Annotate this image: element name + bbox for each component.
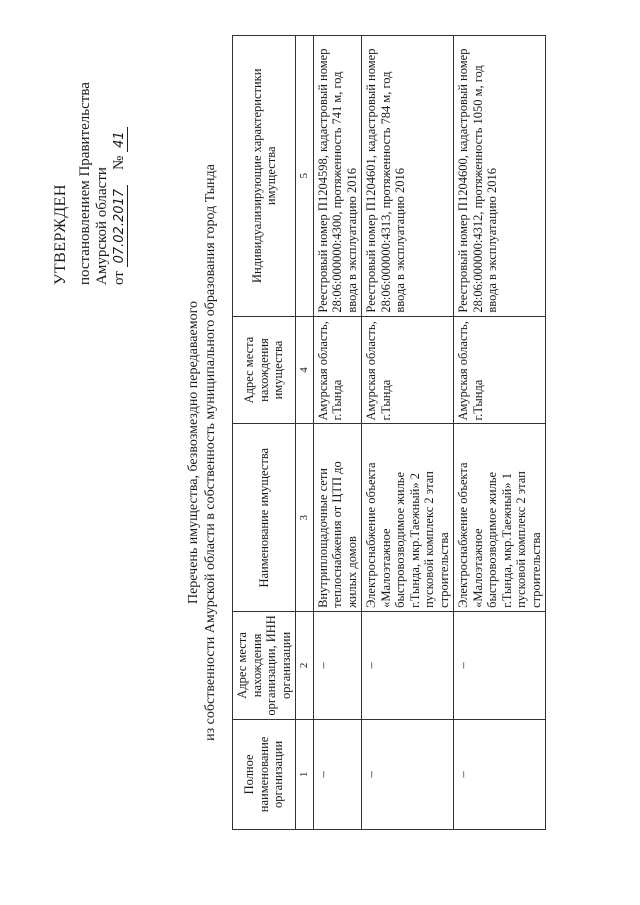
cell-name: Электроснабжение объекта «Малоэтажное быстровозводимое жилье г.Тында, мкр.Таежный» 1 пусковой комплекс 2 этап строительства (454, 424, 546, 611)
cell-details: Реестровый номер П1204601, кадастровый номер 28:06:000000:4313, протяженность 784 м, год ввода в эксплуатацию 2016 (362, 36, 454, 317)
number-label: № (111, 155, 127, 170)
document-title (185, 0, 219, 905)
cell-location: Амурская область, г.Тында (313, 316, 362, 424)
header-name: Наименование имущества (233, 424, 296, 611)
title-line-1: Перечень имущества, безвозмездно передаваемого (186, 301, 201, 605)
table-row (362, 36, 454, 830)
header-row (233, 36, 296, 830)
cell-location: Амурская область, г.Тында (454, 316, 546, 424)
cell-org (313, 719, 362, 829)
approval-date: 07.02.2017 (112, 185, 128, 267)
from-label: от (111, 271, 127, 285)
cell-org (362, 719, 454, 829)
col-num-2: 2 (296, 611, 314, 719)
cell-location: Амурская область, г.Тында (362, 316, 454, 424)
org-value: – (315, 771, 330, 778)
approval-line-1: постановлением Правительства (77, 82, 93, 285)
cell-details: Реестровый номер П1204600, кадастровый номер 28:06:000000:4312, протяженность 1050 м, год ввода в эксплуатацию 2016 (454, 36, 546, 317)
approval-number: 41 (112, 127, 128, 152)
cell-org (454, 719, 546, 829)
cell-name: Электроснабжение объекта «Малоэтажное быстровозводимое жилье г.Тында, мкр.Таежный» 2 пусковой комплекс 2 этап строительства (362, 424, 454, 611)
col-num-1: 1 (296, 719, 314, 829)
approval-heading: УТВЕРЖДЕН (52, 184, 69, 285)
org-address-value: – (456, 662, 470, 669)
cell-org-address (313, 611, 362, 719)
cell-org-address (454, 611, 546, 719)
org-address-value: – (364, 662, 378, 669)
header-org: Полное наименование организации (233, 719, 296, 829)
title-line-2: из собственности Амурской области в собственность муниципального образования город Тында (203, 164, 218, 741)
col-num-5: 5 (296, 36, 314, 317)
org-address-value: – (315, 662, 330, 669)
approval-line-2: Амурской области (94, 167, 110, 285)
col-num-4: 4 (296, 316, 314, 424)
header-location: Адрес места нахождения имущества (233, 316, 296, 424)
org-value: – (456, 771, 470, 778)
property-table (232, 35, 546, 830)
header-org-address: Адрес места нахождения организации, ИНН организации (233, 611, 296, 719)
column-number-row (296, 36, 314, 830)
approval-date-line (111, 82, 128, 285)
org-value: – (364, 771, 378, 778)
table-row (313, 36, 362, 830)
col-num-3: 3 (296, 424, 314, 611)
cell-name: Внутриплощадочные сети теплоснабжения от ЦТП до жилых домов (313, 424, 362, 611)
cell-org-address (362, 611, 454, 719)
approval-block (52, 82, 128, 285)
table-row (454, 36, 546, 830)
cell-details: Реестровый номер П1204598, кадастровый номер 28:06:000000:4300, протяженность 741 м, год ввода в эксплуатацию 2016 (313, 36, 362, 317)
header-details: Индивидуализирующие характеристики имущества (233, 36, 296, 317)
